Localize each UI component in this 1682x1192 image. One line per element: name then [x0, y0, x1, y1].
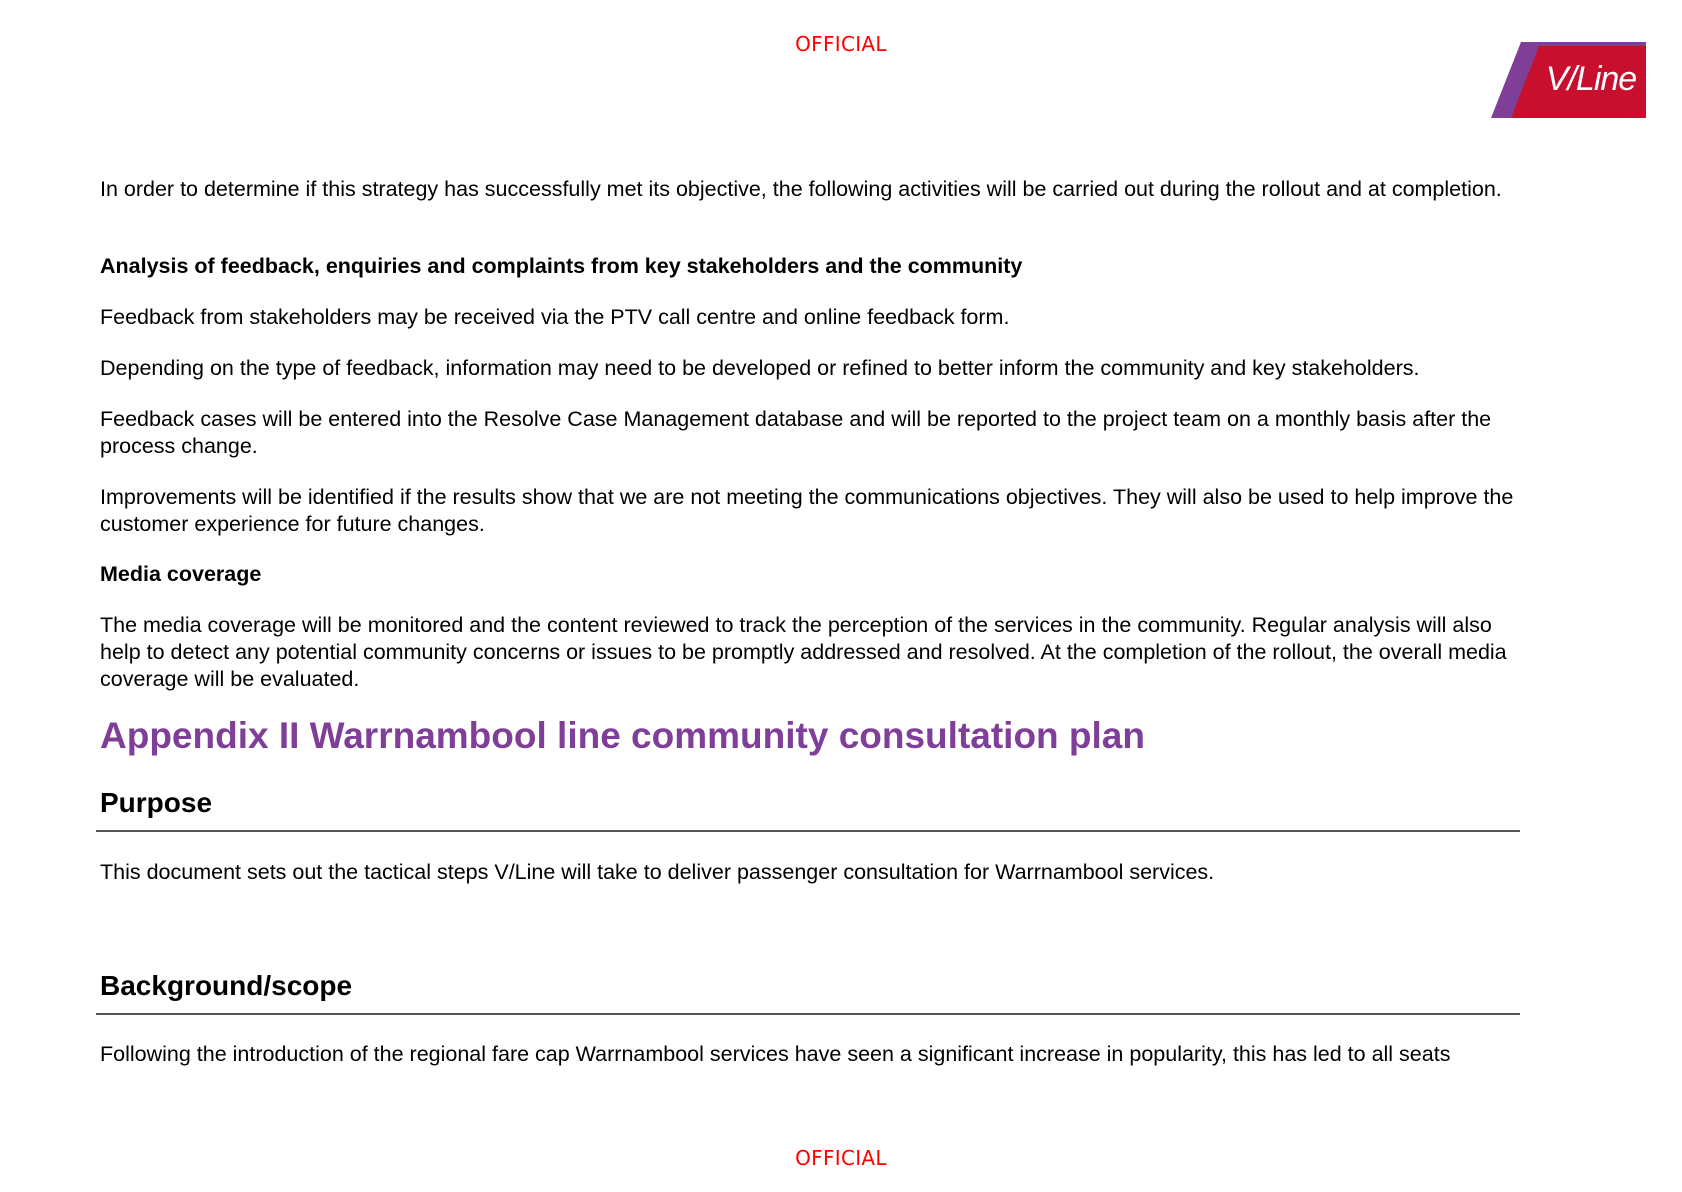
feedback-paragraph-3: Feedback cases will be entered into the Resolve Case Management database and will be reported to the project team on a monthly basis after the process change. [100, 407, 1492, 458]
background-heading: Background/scope [100, 970, 353, 1001]
media-heading: Media coverage [100, 562, 262, 586]
feedback-heading: Analysis of feedback, enquiries and complaints from key stakeholders and the community [100, 254, 1023, 278]
background-divider [96, 1013, 1520, 1015]
purpose-heading: Purpose [100, 787, 213, 818]
purpose-divider [96, 830, 1520, 832]
appendix-title: Appendix II Warrnambool line community consultation plan [100, 715, 1145, 756]
media-paragraph: The media coverage will be monitored and the content reviewed to track the perception of the services in the community. Regular analysis will also help to detect any potential community concerns or issues to be promptly addressed and resolved. At the completion of the rollout, the overall media coverage will be evaluated. [100, 613, 1507, 691]
purpose-paragraph: This document sets out the tactical steps V/Line will take to deliver passenger consultation for Warrnambool services. [100, 860, 1215, 884]
vline-logo-text: V/Line [1545, 60, 1637, 98]
feedback-paragraph-1: Feedback from stakeholders may be received via the PTV call centre and online feedback form. [100, 305, 1010, 329]
intro-paragraph: In order to determine if this strategy has successfully met its objective, the following activities will be carried out during the rollout and at completion. [100, 177, 1502, 201]
classification-header: OFFICIAL [795, 32, 887, 56]
classification-footer: OFFICIAL [795, 1146, 887, 1170]
feedback-paragraph-4: Improvements will be identified if the results show that we are not meeting the communications objectives. They will also be used to help improve the customer experience for future changes. [100, 485, 1514, 536]
feedback-paragraph-2: Depending on the type of feedback, information may need to be developed or refined to better inform the community and key stakeholders. [100, 356, 1420, 380]
background-paragraph: Following the introduction of the regional fare cap Warrnambool services have seen a significant increase in popularity, this has led to all seats [100, 1042, 1451, 1066]
vline-logo [1491, 42, 1646, 118]
